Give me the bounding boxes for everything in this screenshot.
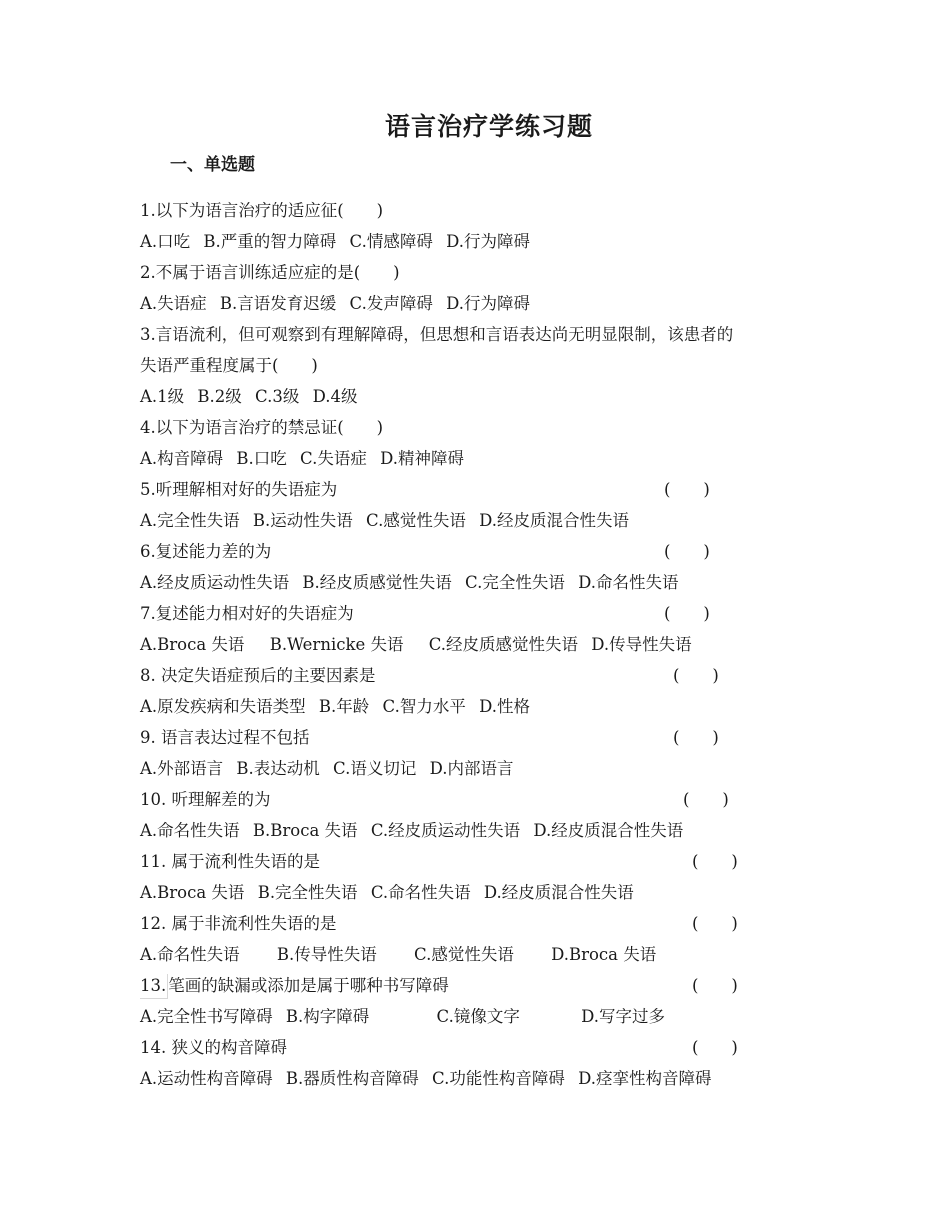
question-text: 4.以下为语言治疗的禁忌证( ): [140, 418, 384, 437]
question-text: 笔画的缺漏或添加是属于哪种书写障碍: [168, 976, 449, 995]
option-b: B.表达动机: [236, 759, 320, 778]
question-stem: [140, 536, 840, 567]
answer-blank: ( ): [692, 914, 738, 933]
option-a: A.经皮质运动性失语: [140, 573, 290, 592]
option-b: B.运动性失语: [252, 511, 353, 530]
option-b: B.传导性失语: [276, 945, 377, 964]
option-d: D.经皮质混合性失语: [479, 511, 629, 530]
question-options: [140, 226, 840, 257]
option-c: C.感觉性失语: [414, 945, 514, 964]
option-d: D.性格: [479, 697, 530, 716]
option-c: C.功能性构音障碍: [432, 1069, 565, 1088]
question-text: 失语严重程度属于( ): [140, 356, 318, 375]
question-text: 14. 狭义的构音障碍: [140, 1038, 287, 1057]
option-b: B.Wernicke 失语: [269, 635, 404, 654]
option-d: D.经皮质混合性失语: [483, 883, 634, 902]
question-options: [140, 567, 840, 598]
option-b: B.经皮质感觉性失语: [302, 573, 452, 592]
option-b: B.完全性失语: [257, 883, 358, 902]
option-b: B.严重的智力障碍: [203, 232, 337, 251]
question-options: [140, 815, 840, 846]
question-stem: [140, 1032, 840, 1063]
question-text: 1.以下为语言治疗的适应征( ): [140, 201, 384, 220]
question-options: [140, 505, 840, 536]
question-text: 6.复述能力差的为: [140, 542, 272, 561]
question-options: [140, 1001, 840, 1032]
question-text: 2.不属于语言训练适应症的是( ): [140, 263, 400, 282]
question-stem: [140, 474, 840, 505]
option-a: A.完全性书写障碍: [140, 1007, 273, 1026]
question-text: 7.复述能力相对好的失语症为: [140, 604, 354, 623]
question-stem: [140, 598, 840, 629]
option-c: C.经皮质感觉性失语: [428, 635, 579, 654]
question-list: [140, 195, 840, 1094]
question-text: 5.听理解相对好的失语症为: [140, 480, 338, 499]
document-title: 语言治疗学练习题: [384, 112, 593, 141]
answer-blank: ( ): [664, 480, 710, 499]
question-text: 8. 决定失语症预后的主要因素是: [140, 666, 376, 685]
question-options: [140, 691, 840, 722]
question-text: 10. 听理解差的为: [140, 790, 271, 809]
option-c: C.命名性失语: [370, 883, 471, 902]
answer-blank: ( ): [673, 728, 719, 747]
option-d: D.Broca 失语: [551, 945, 657, 964]
option-b: B.器质性构音障碍: [285, 1069, 419, 1088]
question-stem: [140, 319, 840, 350]
option-d: D.4级: [312, 387, 358, 406]
answer-blank: ( ): [664, 542, 710, 561]
option-a: A.原发疾病和失语类型: [140, 697, 306, 716]
question-text: 12. 属于非流利性失语的是: [140, 914, 337, 933]
question-options: [140, 381, 840, 412]
option-c: C.感觉性失语: [366, 511, 466, 530]
question-number: 13.: [140, 974, 168, 999]
option-d: D.行为障碍: [446, 232, 530, 251]
option-b: B.言语发育迟缓: [219, 294, 337, 313]
option-a: A.运动性构音障碍: [140, 1069, 273, 1088]
option-b: B.2级: [197, 387, 242, 406]
option-a: A.完全性失语: [140, 511, 240, 530]
question-stem: [140, 412, 840, 443]
option-c: C.镜像文字: [436, 1007, 520, 1026]
option-d: D.写字过多: [581, 1007, 665, 1026]
section-heading: 一、单选题: [170, 155, 255, 175]
question-options: [140, 877, 840, 908]
question-options: [140, 443, 840, 474]
option-b: B.构字障碍: [285, 1007, 370, 1026]
option-d: D.内部语言: [429, 759, 514, 778]
answer-blank: ( ): [664, 604, 710, 623]
option-a: A.构音障碍: [140, 449, 224, 468]
option-c: C.智力水平: [382, 697, 466, 716]
question-stem-continued: [140, 350, 840, 381]
option-a: A.命名性失语: [140, 945, 240, 964]
option-d: D.命名性失语: [578, 573, 679, 592]
option-b: B.口吃: [236, 449, 287, 468]
question-stem: [140, 784, 840, 815]
option-a: A.Broca 失语: [140, 635, 245, 654]
question-text: 9. 语言表达过程不包括: [140, 728, 310, 747]
question-stem: [140, 846, 840, 877]
question-options: [140, 629, 840, 660]
answer-blank: ( ): [683, 790, 729, 809]
answer-blank: ( ): [692, 852, 738, 871]
question-stem: [140, 970, 840, 1001]
option-c: C.经皮质运动性失语: [370, 821, 521, 840]
option-c: C.3级: [255, 387, 300, 406]
question-options: [140, 939, 840, 970]
option-d: D.传导性失语: [591, 635, 692, 654]
question-options: [140, 1063, 840, 1094]
option-c: C.发声障碍: [349, 294, 433, 313]
option-c: C.语义切记: [333, 759, 417, 778]
answer-blank: ( ): [692, 1038, 738, 1057]
option-a: A.失语症: [140, 294, 207, 313]
question-stem: [140, 908, 840, 939]
option-b: B.年龄: [318, 697, 370, 716]
option-d: D.精神障碍: [380, 449, 464, 468]
question-stem: [140, 722, 840, 753]
question-text: 3.言语流利，但可观察到有理解障碍，但思想和言语表达尚无明显限制，该患者的: [140, 325, 734, 344]
answer-blank: ( ): [673, 666, 719, 685]
question-stem: [140, 257, 840, 288]
question-stem: [140, 195, 840, 226]
question-text: 11. 属于流利性失语的是: [140, 852, 320, 871]
question-stem: [140, 660, 840, 691]
question-options: [140, 753, 840, 784]
option-d: D.痉挛性构音障碍: [578, 1069, 712, 1088]
option-a: A.外部语言: [140, 759, 224, 778]
answer-blank: ( ): [692, 976, 738, 995]
option-b: B.Broca 失语: [252, 821, 358, 840]
question-options: [140, 288, 840, 319]
option-a: A.口吃: [140, 232, 191, 251]
option-d: D.行为障碍: [446, 294, 530, 313]
option-a: A.1级: [140, 387, 185, 406]
option-c: C.完全性失语: [465, 573, 565, 592]
option-d: D.经皮质混合性失语: [533, 821, 684, 840]
option-c: C.失语症: [300, 449, 367, 468]
option-a: A.Broca 失语: [140, 883, 245, 902]
option-a: A.命名性失语: [140, 821, 240, 840]
option-c: C.情感障碍: [349, 232, 433, 251]
